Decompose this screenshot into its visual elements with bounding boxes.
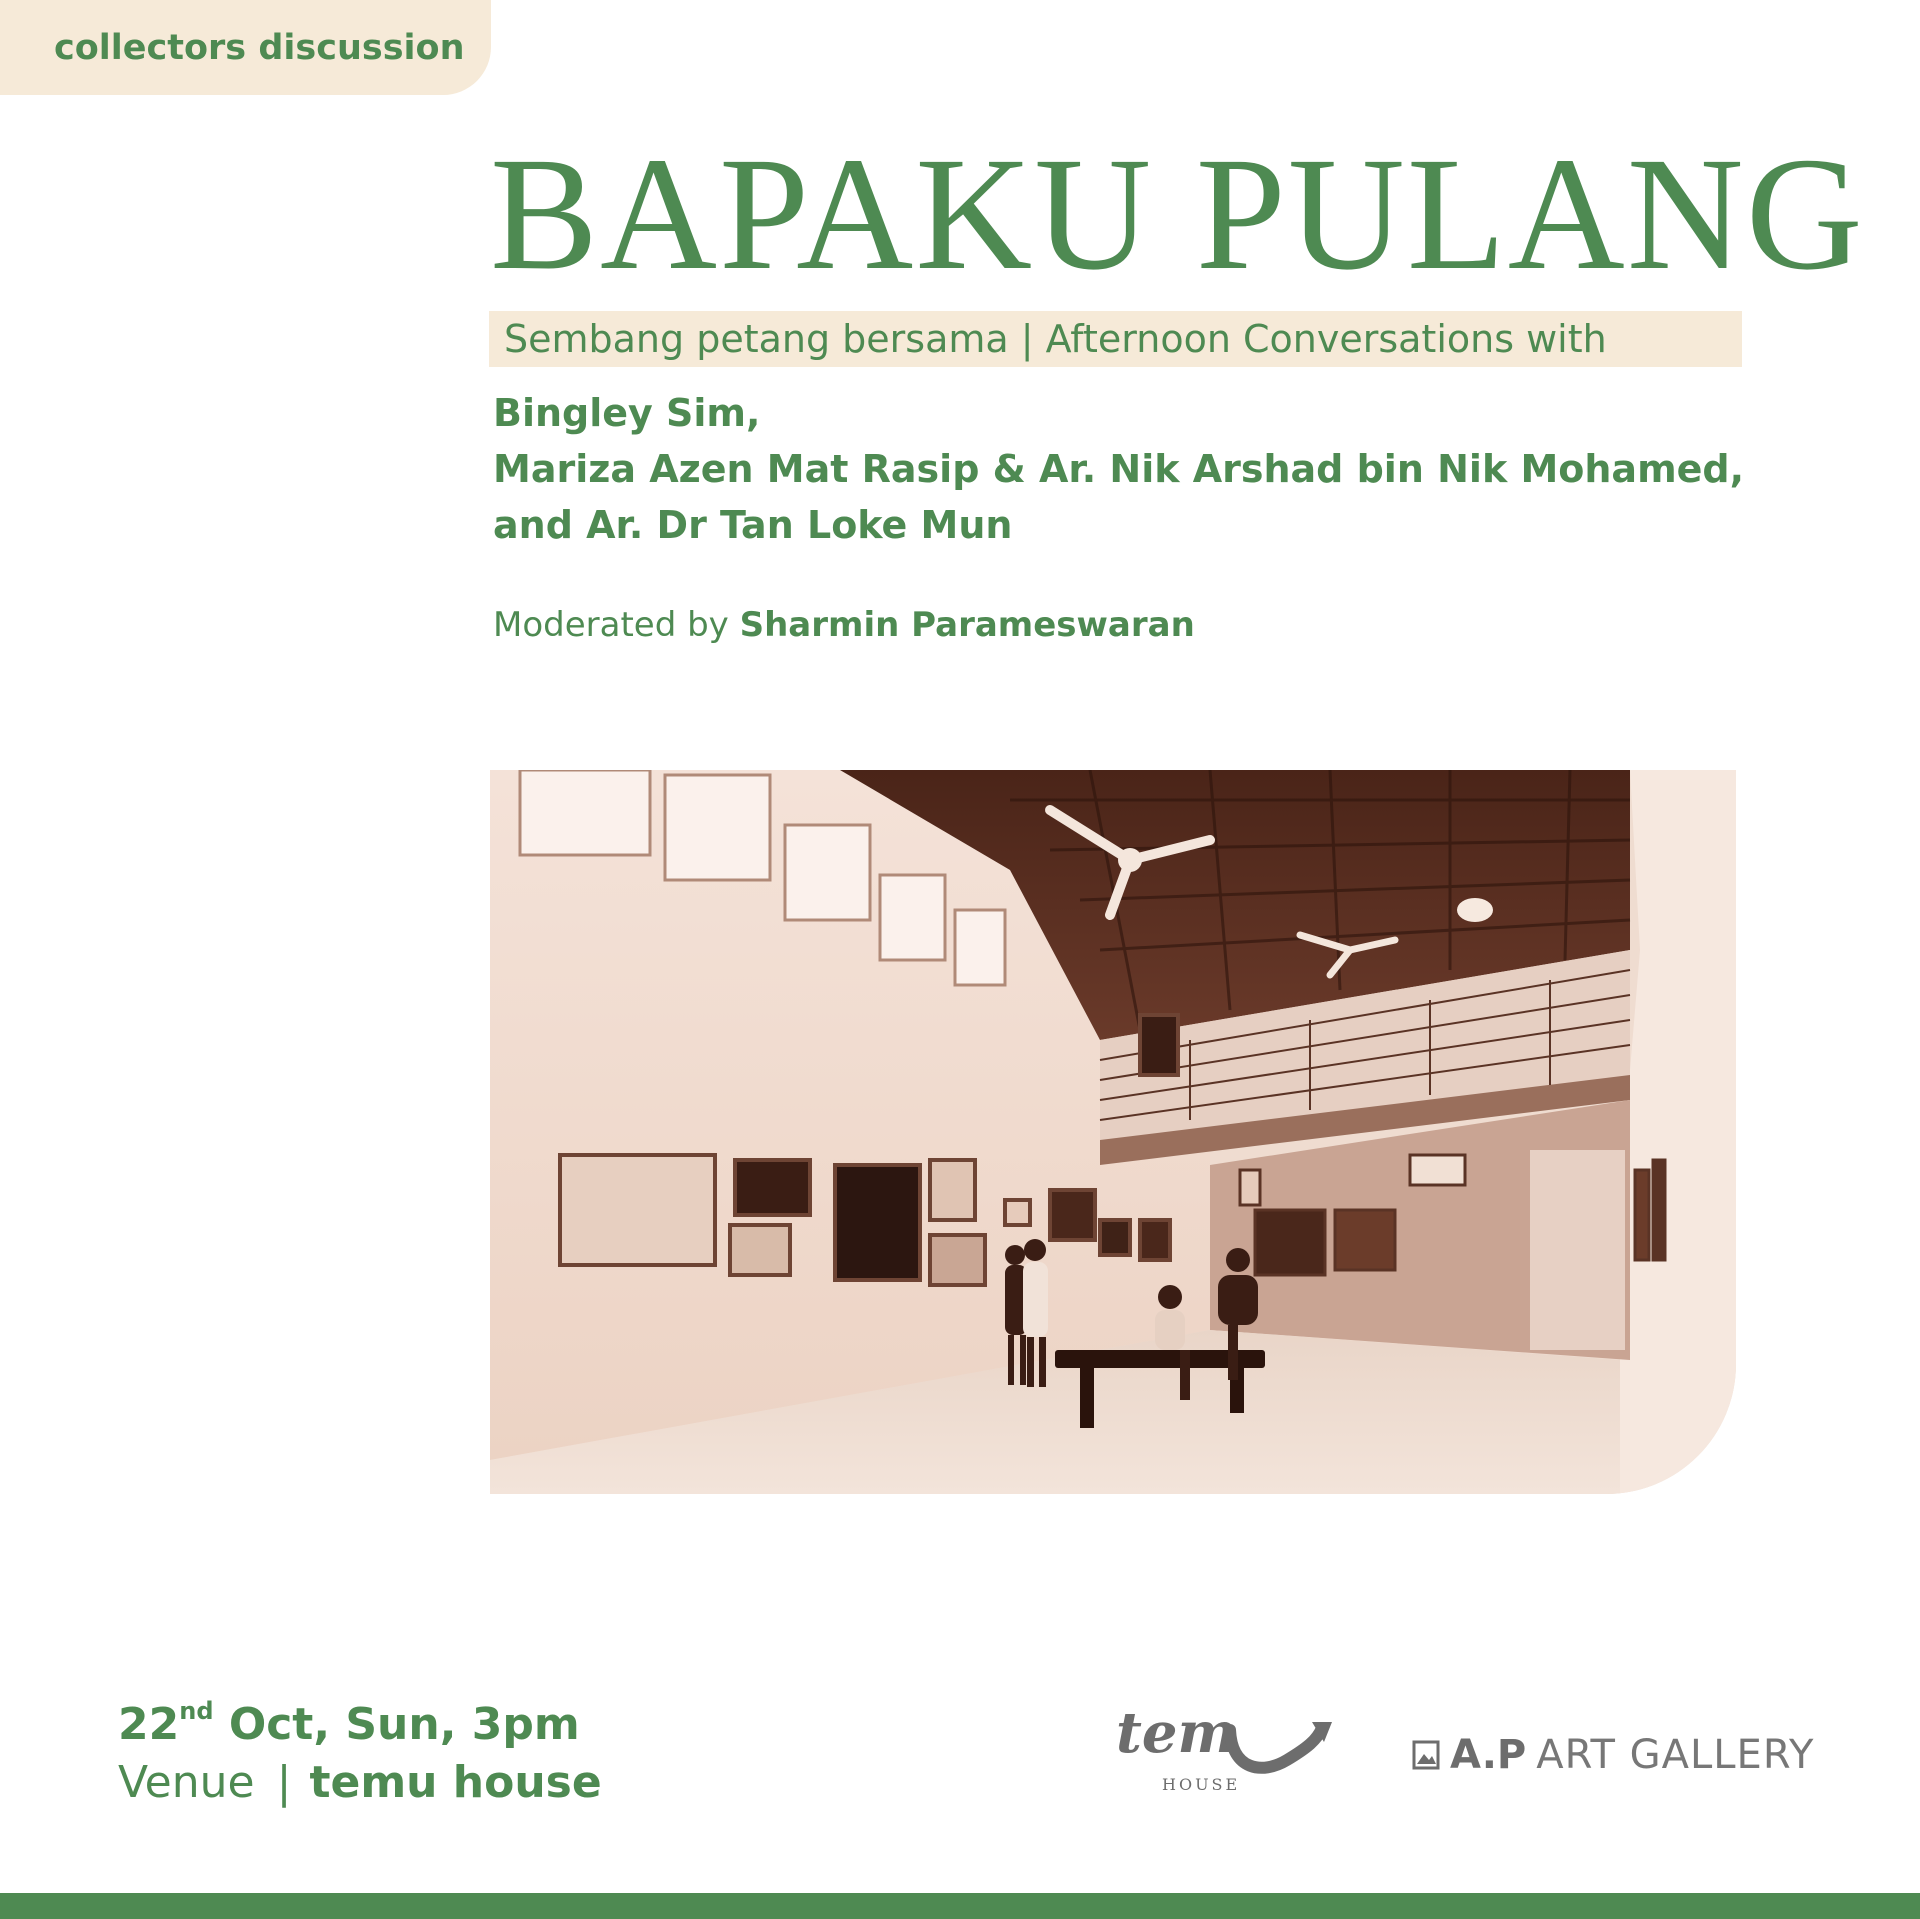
temu-logo-swoosh: [1230, 1728, 1322, 1768]
temu-logo-subtext: HOUSE: [1162, 1775, 1241, 1794]
moderator-name: Sharmin Parameswaran: [739, 605, 1195, 645]
speaker-line: Bingley Sim,: [493, 391, 761, 435]
moderator-line: [493, 605, 1195, 645]
gallery-icon: [1412, 1740, 1440, 1770]
speakers-list: [493, 385, 1793, 553]
ap-art-gallery-logo: [1412, 1732, 1814, 1778]
venue-name: temu house: [309, 1757, 602, 1808]
event-venue: [118, 1757, 602, 1808]
event-title: BAPAKU PULANG: [490, 125, 1865, 304]
event-date: [118, 1697, 580, 1750]
event-subtitle: [489, 311, 1742, 367]
venue-separator: |: [276, 1757, 292, 1808]
ap-logo-bold: A.P: [1450, 1732, 1527, 1778]
gallery-photo: [490, 770, 1736, 1494]
temu-house-logo: [1112, 1700, 1362, 1800]
event-subtitle-text: Sembang petang bersama | Afternoon Conversations with: [504, 317, 1607, 361]
category-tag-label: collectors discussion: [54, 27, 465, 68]
speaker-line: and Ar. Dr Tan Loke Mun: [493, 503, 1013, 547]
venue-label: Venue: [118, 1757, 255, 1808]
date-rest: Oct, Sun, 3pm: [213, 1699, 580, 1750]
footer-bar: [0, 1893, 1920, 1919]
speaker-line: Mariza Azen Mat Rasip & Ar. Nik Arshad bin Nik Mohamed,: [493, 447, 1745, 491]
category-tag: [0, 0, 491, 95]
date-day: 22: [118, 1699, 180, 1750]
ap-logo-light: ART GALLERY: [1536, 1732, 1815, 1778]
gallery-interior-illustration: [490, 770, 1736, 1494]
temu-logo-text: tem: [1116, 1700, 1237, 1766]
moderator-label: Moderated by: [493, 605, 729, 645]
date-day-suffix: nd: [179, 1697, 214, 1725]
